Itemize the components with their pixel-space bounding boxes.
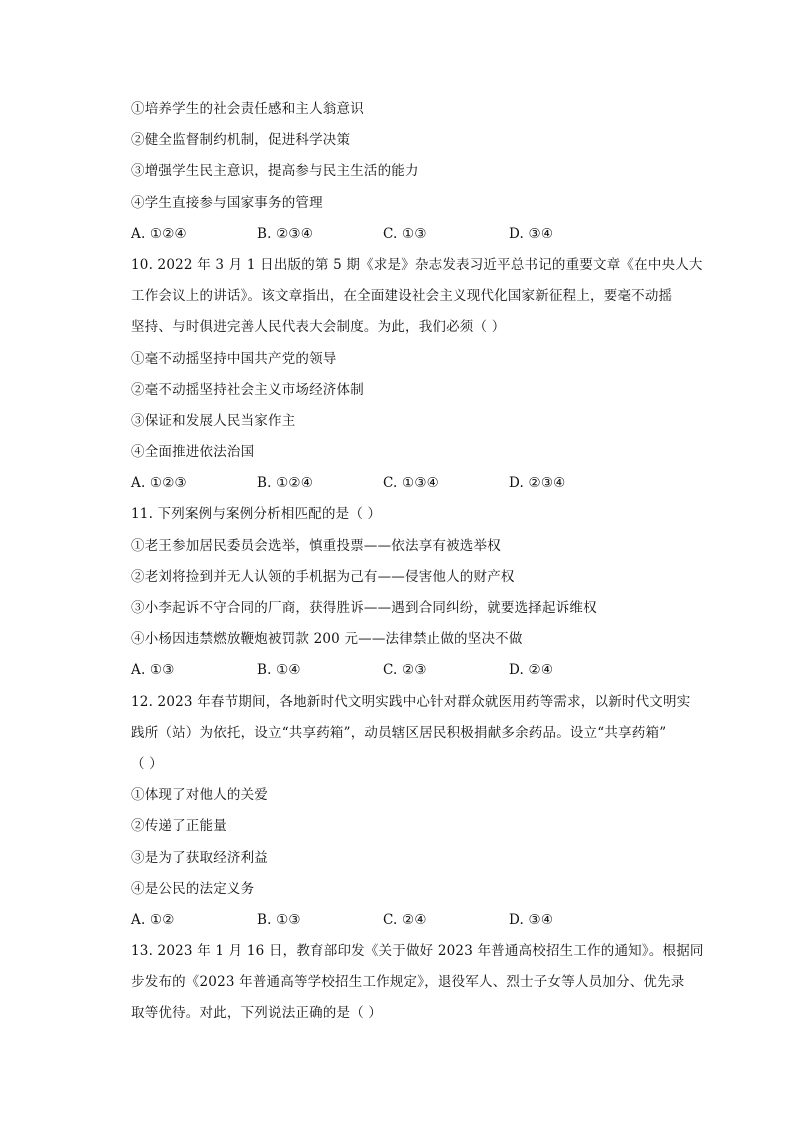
q11-item-3: ③小李起诉不守合同的厂商，获得胜诉——遇到合同纠纷，就要选择起诉维权 [131,600,597,616]
q12-option-b[interactable]: B. ①③ [257,911,301,928]
question-13 [131,936,711,1030]
q11-option-d[interactable]: D. ②④ [509,662,554,679]
q10-option-a[interactable]: A. ①②③ [131,475,187,492]
q12-item-1: ①体现了对他人的关爱 [131,787,268,804]
q11-options [131,655,711,686]
q9-options [131,219,711,250]
q12-item-3: ③是为了获取经济利益 [131,849,268,866]
q10-stem-line-2: 工作会议上的讲话》。该文章指出，在全面建设社会主义现代化国家新征程上，要毫不动摇 [131,288,673,305]
q10-stem-line-3: 坚持、与时俱进完善人民代表大会制度。为此，我们必须（ ） [131,319,506,336]
q10-item-3: ③保证和发展人民当家作主 [131,412,296,429]
q12-option-a[interactable]: A. ①② [131,911,175,928]
q10-item-4: ④全面推进依法治国 [131,444,255,461]
question-10 [131,250,711,500]
question-11 [131,499,711,686]
q12-stem-line-2: 践所（站）为依托，设立“共享药箱”，动员辖区居民积极捐献多余药品。设立“共享药箱” [131,724,667,741]
exam-page [131,94,711,1030]
q13-stem-line-1: 13. 2023 年 1 月 16 日，教育部印发《关于做好 2023 年普通高校招生工作的通知》。根据同 [131,943,704,960]
question-9 [131,94,711,250]
q11-item-2: ②老刘将捡到并无人认领的手机据为己有——侵害他人的财产权 [131,568,515,585]
q9-option-c[interactable]: C. ①③ [383,225,427,242]
q11-item-4: ④小杨因违禁燃放鞭炮被罚款 200 元——法律禁止做的坚决不做 [131,631,523,648]
q9-option-a[interactable]: A. ①②④ [131,225,187,242]
q10-option-c[interactable]: C. ①③④ [383,475,439,492]
q11-item-1: ①老王参加居民委员会选举，慎重投票——依法享有被选举权 [131,537,501,554]
q11-option-b[interactable]: B. ①④ [257,662,301,679]
q12-stem-line-1: 12. 2023 年春节期间，各地新时代文明实践中心针对群众就医用药等需求，以新时代文明实 [131,693,691,710]
q12-stem-line-3: （ ） [131,755,163,772]
q12-option-c[interactable]: C. ②④ [383,911,427,928]
q9-item-3: ③增强学生民主意识，提高参与民主生活的能力 [131,163,419,180]
q11-option-a[interactable]: A. ①③ [131,662,175,679]
q9-item-2: ②健全监督制约机制，促进科学决策 [131,132,351,149]
q9-item-4: ④学生直接参与国家事务的管理 [131,194,323,211]
q9-item-1: ①培养学生的社会责任感和主人翁意识 [131,101,364,117]
q10-item-1: ①毫不动摇坚持中国共产党的领导 [131,350,337,367]
q11-stem-line-1: 11. 下列案例与案例分析相匹配的是（ ） [131,506,382,523]
q10-option-b[interactable]: B. ①②④ [257,475,314,492]
q13-stem-line-2: 步发布的《2023 年普通高等学校招生工作规定》，退役军人、烈士子女等人员加分、优先录 [131,974,685,991]
q12-options [131,905,711,936]
q10-stem-line-1: 10. 2022 年 3 月 1 日出版的第 5 期《求是》杂志发表习近平总书记的重要文章《在中央人大 [131,256,703,273]
q13-stem-line-3: 取等优待。对此，下列说法正确的是（ ） [131,1005,383,1022]
q10-options [131,468,711,499]
question-12 [131,687,711,937]
q11-option-c[interactable]: C. ②③ [383,662,427,679]
q9-option-b[interactable]: B. ②③④ [257,225,314,242]
q12-option-d[interactable]: D. ③④ [509,911,554,928]
q12-item-4: ④是公民的法定义务 [131,880,255,897]
q9-option-d[interactable]: D. ③④ [509,225,554,242]
q12-item-2: ②传递了正能量 [131,818,227,835]
q10-option-d[interactable]: D. ②③④ [509,475,566,492]
q10-item-2: ②毫不动摇坚持社会主义市场经济体制 [131,381,364,398]
